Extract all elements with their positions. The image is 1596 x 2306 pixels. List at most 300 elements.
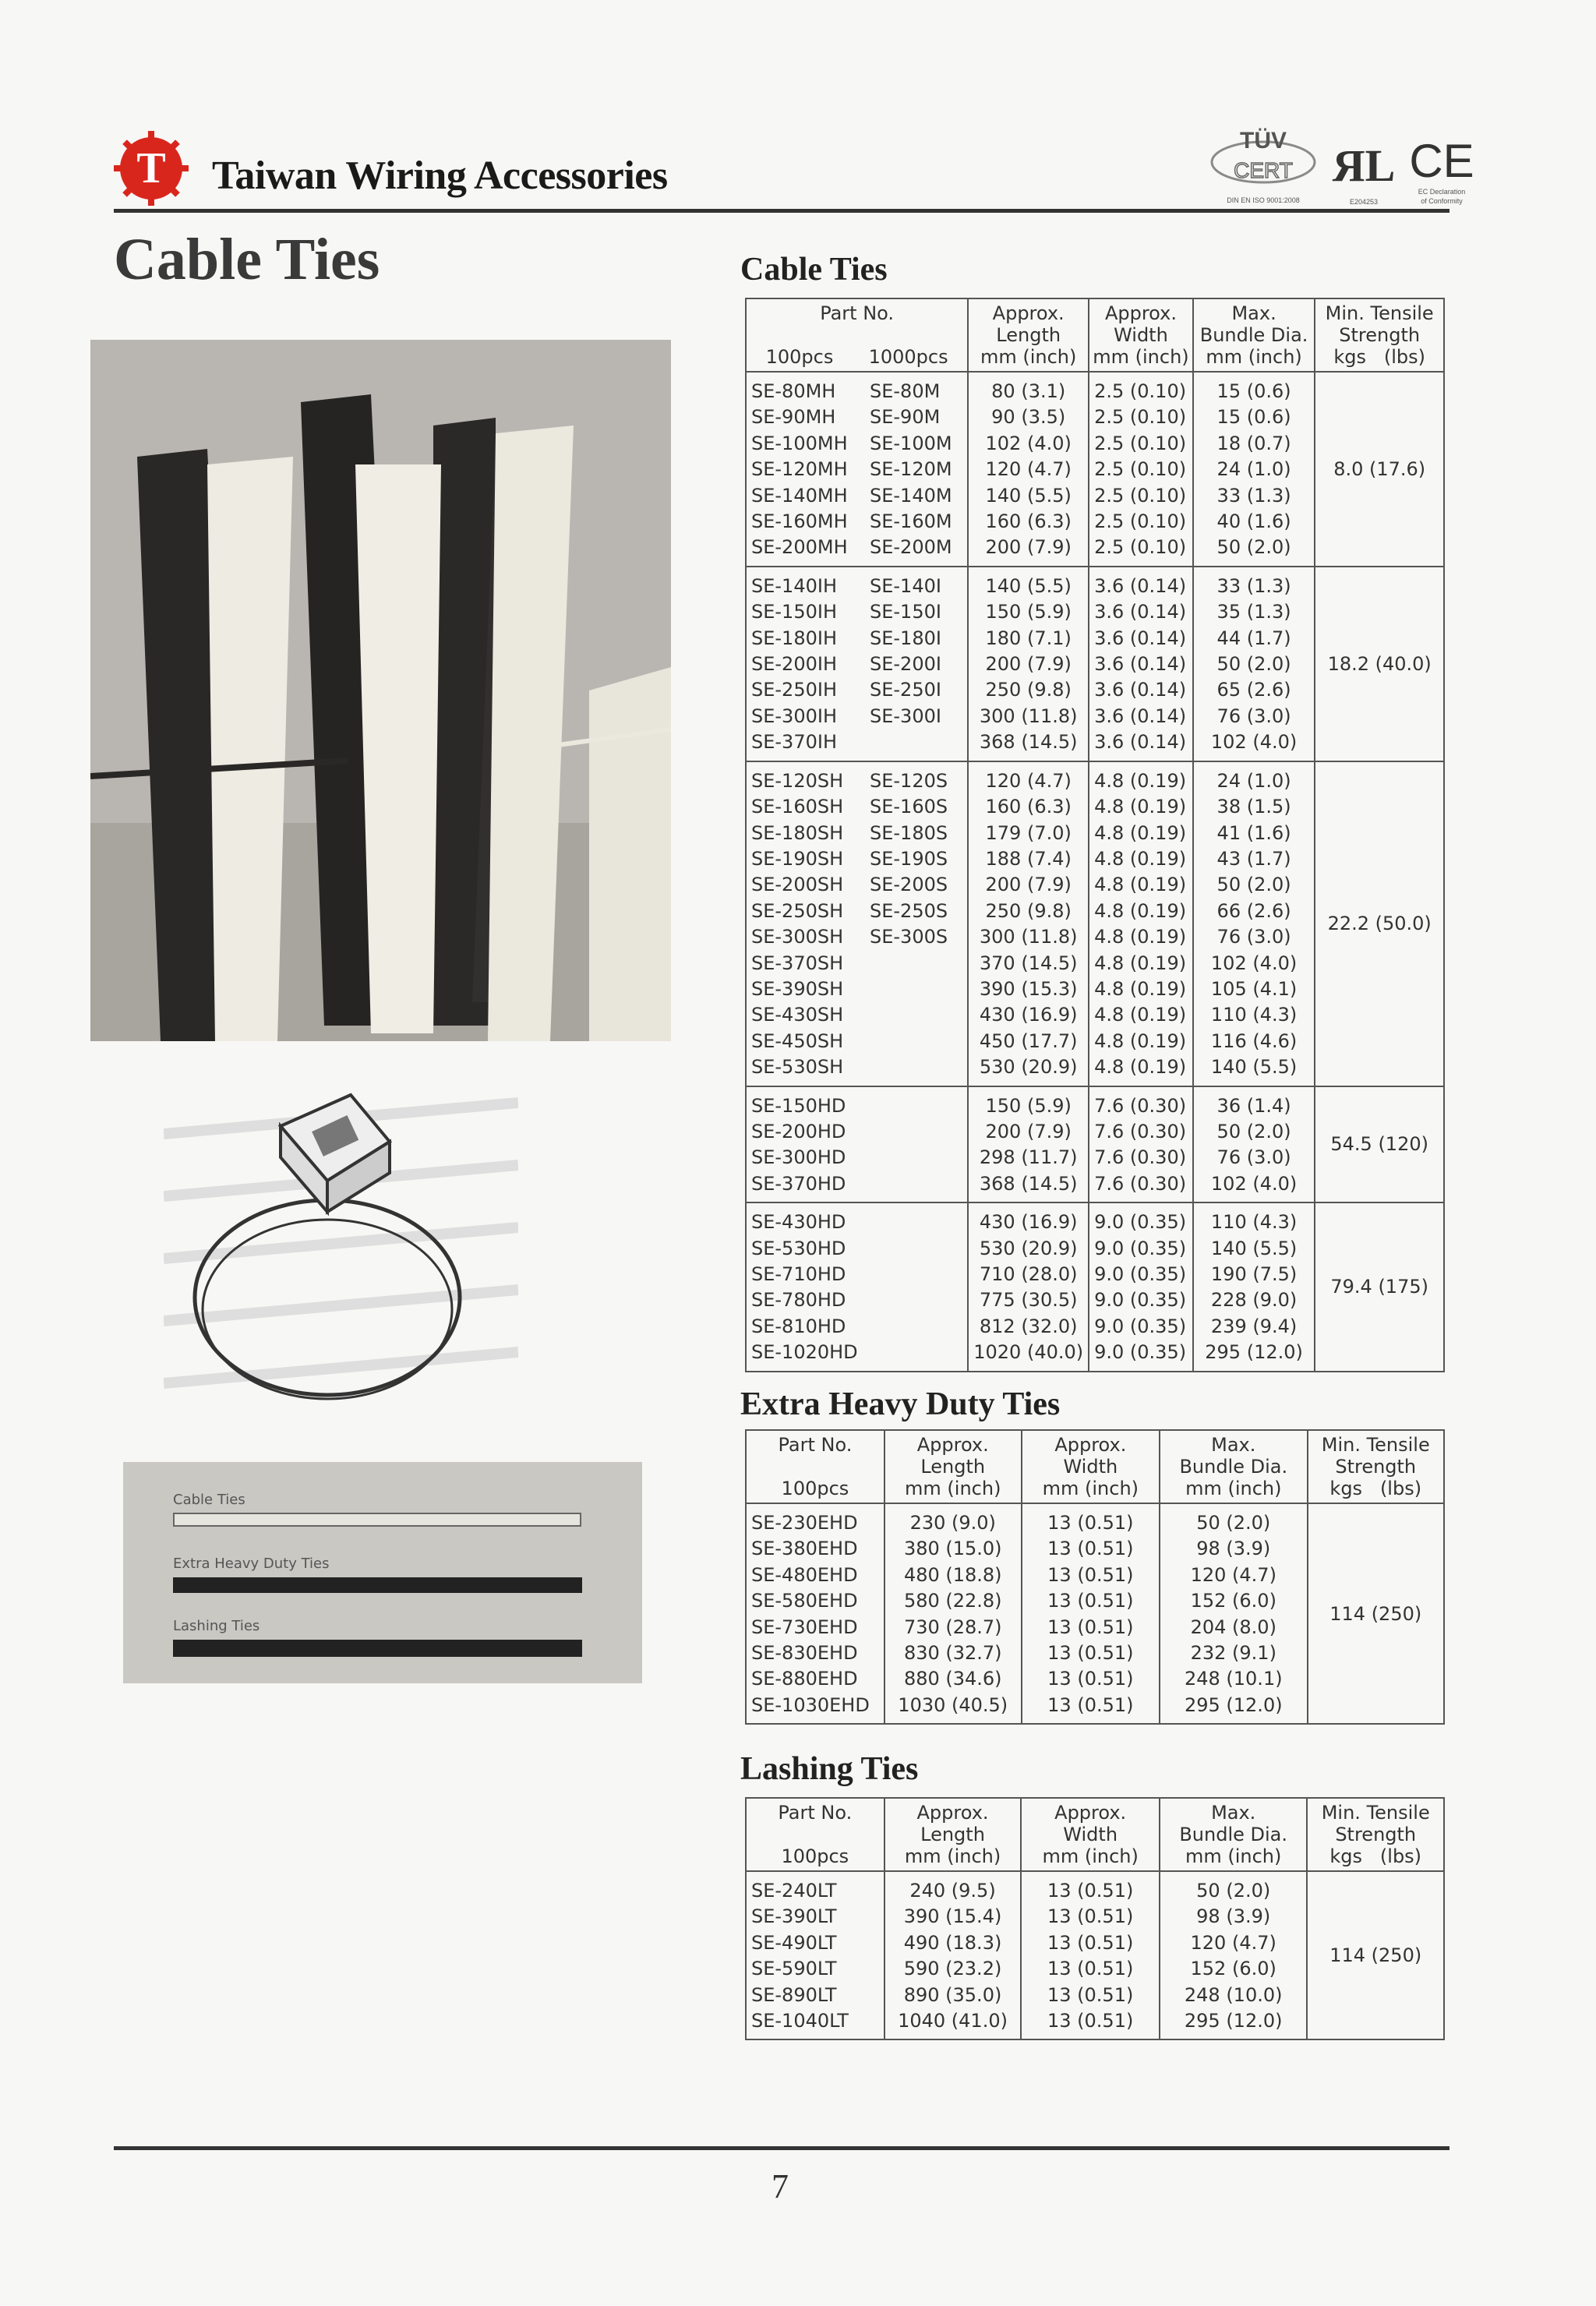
- length-cell-value: 80 (3.1): [991, 380, 1066, 402]
- col-width-l2: Width: [1114, 324, 1168, 346]
- extra-heavy-tie-shape: [173, 1577, 582, 1593]
- width-cell-value: 13 (0.51): [1047, 1693, 1134, 1716]
- lt-col-part-no-label: Part No.: [778, 1802, 853, 1824]
- tensile-cell: [1308, 1503, 1445, 1724]
- part-number-cell-value: SE-890LT: [751, 1983, 837, 2006]
- width-cell: [1089, 372, 1193, 567]
- bundle-cell-value: 50 (2.0): [1216, 874, 1291, 896]
- bundle-cell-value: 248 (10.1): [1184, 1668, 1283, 1690]
- bundle-cell-value: 102 (4.0): [1210, 731, 1298, 754]
- part-100pcs-column: [751, 1210, 860, 1365]
- part-number-cell-value: SE-390LT: [751, 1905, 837, 1928]
- ehd-col-length: [885, 1430, 1022, 1503]
- tensile-cell-value: 8.0 (17.6): [1333, 457, 1426, 480]
- tuv-caption: DIN EN ISO 9001:2008: [1227, 196, 1300, 204]
- width-cell-value: 4.8 (0.19): [1094, 847, 1187, 870]
- lt-col-width-l1: Approx.: [1054, 1802, 1127, 1824]
- tensile-cell-value: 114 (250): [1329, 1944, 1422, 1967]
- width-cell-value: 3.6 (0.14): [1094, 601, 1187, 623]
- ehd-col-length-l3: mm (inch): [905, 1478, 1001, 1499]
- tensile-cell-value: 79.4 (175): [1330, 1276, 1428, 1298]
- part-numbers-columns: [751, 379, 962, 561]
- ehd-col-tensile: [1308, 1430, 1445, 1503]
- part-number-100pcs: SE-190SH: [751, 847, 844, 870]
- part-number-100pcs: SE-200HD: [751, 1120, 846, 1142]
- width-cell-value: 9.0 (0.35): [1094, 1263, 1187, 1285]
- part-number-100pcs: SE-140IH: [751, 574, 837, 597]
- ehd-col-tensile-l3: kgs (lbs): [1329, 1478, 1422, 1499]
- tensile-cell: [1315, 372, 1444, 567]
- lt-col-tensile-l3: kgs (lbs): [1329, 1845, 1422, 1867]
- ehd-col-tensile-l1: Min. Tensile: [1321, 1434, 1430, 1456]
- length-cell-value: 180 (7.1): [985, 627, 1072, 649]
- lt-col-tensile-l2: Strength: [1335, 1824, 1417, 1845]
- ul-caption: E204253: [1349, 198, 1379, 206]
- width-cell-value: 3.6 (0.14): [1094, 705, 1187, 727]
- part-numbers-columns: [751, 768, 962, 1081]
- part-number-1000pcs: SE-250I: [870, 679, 941, 701]
- col-bundle-l3: mm (inch): [1206, 346, 1302, 368]
- length-cell-value: 160 (6.3): [985, 510, 1072, 533]
- part-number-100pcs: SE-370SH: [751, 952, 844, 974]
- part-100pcs-column: [751, 1093, 860, 1198]
- lt-col-length: [885, 1798, 1022, 1871]
- bundle-cell-value: 50 (2.0): [1216, 1120, 1291, 1142]
- ehd-col-width: [1022, 1430, 1160, 1503]
- part-numbers-columns: [751, 1210, 962, 1365]
- col-width-l3: mm (inch): [1093, 346, 1189, 368]
- part-number-100pcs: SE-150IH: [751, 601, 837, 623]
- part-number-cell-value: SE-1030EHD: [751, 1693, 870, 1716]
- length-cell: [885, 1503, 1022, 1724]
- length-cell-value: 490 (18.3): [903, 1931, 1002, 1954]
- width-cell-value: 4.8 (0.19): [1094, 926, 1187, 948]
- tensile-cell-value: 18.2 (40.0): [1327, 652, 1432, 675]
- length-cell-value: 480 (18.8): [903, 1563, 1002, 1586]
- length-cell: [968, 761, 1089, 1086]
- width-cell-value: 13 (0.51): [1047, 2010, 1134, 2032]
- col-100pcs: 100pcs: [765, 346, 834, 368]
- width-cell-value: 4.8 (0.19): [1094, 899, 1187, 922]
- table-row: [746, 761, 1444, 1086]
- part-number-cell-value: SE-480EHD: [751, 1563, 858, 1586]
- part-1000pcs-column: [870, 574, 941, 756]
- part-number-100pcs: SE-780HD: [751, 1289, 846, 1312]
- col-width-l1: Approx.: [1104, 302, 1177, 324]
- width-cell-value: 9.0 (0.35): [1094, 1211, 1187, 1234]
- width-cell-value: 13 (0.51): [1047, 1538, 1134, 1560]
- footer-divider: [114, 2146, 1449, 2150]
- table-row: [746, 1086, 1444, 1203]
- length-cell-value: 812 (32.0): [979, 1315, 1078, 1337]
- length-cell-value: 890 (35.0): [903, 1983, 1002, 2006]
- length-cell-value: 250 (9.8): [985, 899, 1072, 922]
- col-bundle-l1: Max.: [1231, 302, 1276, 324]
- ehd-col-bundle-l1: Max.: [1211, 1434, 1256, 1456]
- part-numbers-cell: [746, 567, 968, 761]
- part-number-1000pcs: SE-160M: [870, 510, 952, 533]
- width-cell-value: 13 (0.51): [1047, 1931, 1134, 1954]
- part-number-100pcs: SE-300IH: [751, 705, 837, 727]
- bundle-cell-value: 24 (1.0): [1216, 458, 1291, 481]
- page-title: Cable Ties: [114, 227, 380, 292]
- length-cell-value: 1020 (40.0): [973, 1341, 1084, 1364]
- extra-heavy-duty-table: [745, 1429, 1445, 1725]
- bundle-cell-value: 41 (1.6): [1216, 821, 1291, 844]
- ehd-col-length-l2: Length: [920, 1456, 986, 1478]
- length-cell-value: 530 (20.9): [979, 1056, 1078, 1079]
- table-row: [746, 1871, 1444, 2039]
- bundle-cell-value: 50 (2.0): [1196, 1880, 1271, 1902]
- part-number-100pcs: SE-430SH: [751, 1004, 844, 1026]
- ehd-col-width-l3: mm (inch): [1042, 1478, 1139, 1499]
- col-length: [968, 298, 1089, 372]
- bundle-cell-value: 76 (3.0): [1216, 926, 1291, 948]
- width-cell: [1089, 1086, 1193, 1203]
- part-number-100pcs: SE-810HD: [751, 1315, 846, 1337]
- bundle-cell-value: 152 (6.0): [1190, 1958, 1276, 1980]
- ce-logo-icon: [1399, 129, 1485, 210]
- tensile-cell: [1315, 1086, 1444, 1203]
- bundle-cell-value: 35 (1.3): [1216, 601, 1291, 623]
- tensile-cell-value: 54.5 (120): [1330, 1133, 1428, 1156]
- width-cell-value: 13 (0.51): [1047, 1616, 1134, 1638]
- length-cell-value: 200 (7.9): [985, 1120, 1072, 1142]
- length-cell-value: 300 (11.8): [979, 926, 1078, 948]
- bundle-cell: [1193, 1086, 1315, 1203]
- bundle-cell-value: 110 (4.3): [1210, 1004, 1298, 1026]
- bundle-cell-value: 295 (12.0): [1205, 1341, 1303, 1364]
- length-cell-value: 450 (17.7): [979, 1029, 1078, 1052]
- length-cell-value: 880 (34.6): [903, 1668, 1002, 1690]
- length-cell-value: 390 (15.4): [903, 1905, 1002, 1928]
- part-number-1000pcs: SE-150I: [870, 601, 941, 623]
- tensile-cell: [1315, 567, 1444, 761]
- lt-col-length-l3: mm (inch): [904, 1845, 1001, 1867]
- lt-col-tensile: [1307, 1798, 1444, 1871]
- type-label-extra-heavy-duty: Extra Heavy Duty Ties: [173, 1556, 330, 1572]
- part-number-100pcs: SE-140MH: [751, 484, 848, 507]
- width-cell-value: 9.0 (0.35): [1094, 1237, 1187, 1259]
- lt-col-width: [1021, 1798, 1160, 1871]
- bundle-cell-value: 120 (4.7): [1190, 1931, 1276, 1954]
- part-number-100pcs: SE-1020HD: [751, 1341, 858, 1364]
- ce-caption-2: of Conformity: [1421, 197, 1463, 205]
- part-numbers-cell: [746, 1086, 968, 1203]
- bundle-cell-value: 40 (1.6): [1216, 510, 1291, 533]
- col-1000pcs: 1000pcs: [868, 346, 948, 368]
- length-cell-value: 200 (7.9): [985, 536, 1072, 559]
- part-number-100pcs: SE-530SH: [751, 1056, 844, 1079]
- width-cell-value: 4.8 (0.19): [1094, 874, 1187, 896]
- bundle-cell-value: 33 (1.3): [1216, 574, 1291, 597]
- length-cell-value: 1040 (41.0): [898, 2010, 1008, 2032]
- tensile-cell: [1307, 1871, 1444, 2039]
- bundle-cell-value: 190 (7.5): [1210, 1263, 1298, 1285]
- part-number-100pcs: SE-100MH: [751, 432, 848, 454]
- part-number-100pcs: SE-450SH: [751, 1029, 844, 1052]
- length-cell-value: 370 (14.5): [979, 952, 1078, 974]
- width-cell: [1021, 1871, 1160, 2039]
- part-numbers-cell: [746, 1202, 968, 1371]
- width-cell-value: 9.0 (0.35): [1094, 1315, 1187, 1337]
- length-cell-value: 300 (11.8): [979, 705, 1078, 727]
- part-number-100pcs: SE-370HD: [751, 1172, 846, 1195]
- ce-text: CE: [1409, 135, 1474, 187]
- width-cell: [1089, 1202, 1193, 1371]
- part-numbers-cell: [746, 372, 968, 567]
- type-label-lashing-ties: Lashing Ties: [173, 1618, 260, 1634]
- bundle-cell-value: 76 (3.0): [1216, 705, 1291, 727]
- company-logo-icon: [114, 131, 189, 206]
- cable-tie-shape: [173, 1513, 581, 1527]
- width-cell-value: 2.5 (0.10): [1094, 406, 1187, 429]
- length-cell: [968, 1202, 1089, 1371]
- bundle-cell-value: 152 (6.0): [1190, 1590, 1276, 1612]
- bundle-cell-value: 140 (5.5): [1210, 1237, 1298, 1259]
- bundle-cell-value: 24 (1.0): [1216, 769, 1291, 792]
- lt-col-width-l2: Width: [1063, 1824, 1118, 1845]
- ehd-col-width-l2: Width: [1063, 1456, 1118, 1478]
- width-cell: [1022, 1503, 1160, 1724]
- length-cell-value: 160 (6.3): [985, 796, 1072, 818]
- part-number-1000pcs: SE-250S: [870, 899, 948, 922]
- lt-col-length-l1: Approx.: [916, 1802, 989, 1824]
- part-number-100pcs: SE-200SH: [751, 874, 844, 896]
- ehd-col-width-l1: Approx.: [1054, 1434, 1127, 1456]
- part-number-100pcs: SE-710HD: [751, 1263, 846, 1285]
- part-number-cell: [746, 1871, 885, 2039]
- bundle-cell-value: 36 (1.4): [1216, 1094, 1291, 1117]
- length-cell: [968, 567, 1089, 761]
- length-cell-value: 430 (16.9): [979, 1004, 1078, 1026]
- part-number-100pcs: SE-180SH: [751, 821, 844, 844]
- width-cell-value: 4.8 (0.19): [1094, 1004, 1187, 1026]
- width-cell-value: 4.8 (0.19): [1094, 769, 1187, 792]
- col-tensile-l2: Strength: [1339, 324, 1421, 346]
- ehd-col-bundle: [1160, 1430, 1307, 1503]
- part-numbers-columns: [751, 574, 962, 756]
- part-number-1000pcs: SE-300S: [870, 926, 948, 948]
- col-tensile: [1315, 298, 1444, 372]
- length-cell-value: 102 (4.0): [985, 432, 1072, 454]
- part-number-cell-value: SE-590LT: [751, 1958, 837, 1980]
- bundle-cell-value: 239 (9.4): [1210, 1315, 1298, 1337]
- width-cell-value: 4.8 (0.19): [1094, 952, 1187, 974]
- part-number-1000pcs: SE-200M: [870, 536, 952, 559]
- length-cell-value: 140 (5.5): [985, 574, 1072, 597]
- header-divider: [114, 209, 1449, 213]
- part-100pcs-column: [751, 574, 860, 756]
- part-1000pcs-column: [870, 768, 948, 1081]
- part-number-cell-value: SE-830EHD: [751, 1642, 858, 1665]
- col-tensile-l3: kgs (lbs): [1333, 346, 1426, 368]
- ehd-col-bundle-l2: Bundle Dia.: [1179, 1456, 1288, 1478]
- width-cell-value: 2.5 (0.10): [1094, 380, 1187, 402]
- width-cell-value: 13 (0.51): [1047, 1958, 1134, 1980]
- length-cell-value: 380 (15.0): [903, 1538, 1002, 1560]
- bundle-cell-value: 116 (4.6): [1210, 1029, 1298, 1052]
- cable-ties-photo: [90, 340, 671, 1041]
- length-cell: [968, 372, 1089, 567]
- col-length-l3: mm (inch): [980, 346, 1077, 368]
- lt-col-part-no: [746, 1798, 885, 1871]
- part-numbers-cell: [746, 761, 968, 1086]
- part-number-100pcs: SE-300SH: [751, 926, 844, 948]
- length-cell-value: 150 (5.9): [985, 601, 1072, 623]
- length-cell-value: 140 (5.5): [985, 484, 1072, 507]
- tuv-cert-logo-icon: [1205, 125, 1322, 210]
- tensile-cell-value: 22.2 (50.0): [1327, 913, 1432, 935]
- part-number-100pcs: SE-390SH: [751, 977, 844, 1000]
- bundle-cell: [1193, 1202, 1315, 1371]
- cert-text: CERT: [1234, 158, 1293, 182]
- part-number-100pcs: SE-150HD: [751, 1094, 846, 1117]
- length-cell-value: 230 (9.0): [909, 1512, 996, 1534]
- bundle-cell-value: 98 (3.9): [1196, 1905, 1271, 1928]
- part-number-100pcs: SE-120SH: [751, 769, 844, 792]
- lashing-ties-table: [745, 1797, 1445, 2040]
- table-row: [746, 1503, 1444, 1724]
- bundle-cell-value: 76 (3.0): [1216, 1146, 1291, 1169]
- bundle-cell-value: 102 (4.0): [1210, 1172, 1298, 1195]
- bundle-cell-value: 295 (12.0): [1184, 2010, 1283, 2032]
- part-number-1000pcs: SE-180S: [870, 821, 948, 844]
- width-cell-value: 9.0 (0.35): [1094, 1341, 1187, 1364]
- bundle-cell-value: 105 (4.1): [1210, 977, 1298, 1000]
- ehd-col-100pcs: 100pcs: [781, 1478, 849, 1499]
- part-number-100pcs: SE-250SH: [751, 899, 844, 922]
- part-number-100pcs: SE-200MH: [751, 536, 848, 559]
- bundle-cell-value: 50 (2.0): [1216, 653, 1291, 676]
- width-cell-value: 13 (0.51): [1047, 1668, 1134, 1690]
- part-number-cell-value: SE-240LT: [751, 1880, 837, 1902]
- bundle-cell-value: 15 (0.6): [1216, 406, 1291, 429]
- col-bundle: [1193, 298, 1315, 372]
- length-cell-value: 240 (9.5): [909, 1880, 996, 1902]
- part-number-100pcs: SE-120MH: [751, 458, 848, 481]
- ul-text: ЯL: [1332, 140, 1396, 191]
- length-cell-value: 580 (22.8): [903, 1590, 1002, 1612]
- part-number-1000pcs: SE-200S: [870, 874, 948, 896]
- lt-col-bundle-l2: Bundle Dia.: [1179, 1824, 1288, 1845]
- bundle-cell: [1160, 1871, 1308, 2039]
- tensile-cell: [1315, 761, 1444, 1086]
- width-cell-value: 13 (0.51): [1047, 1512, 1134, 1534]
- ul-logo-icon: [1321, 132, 1407, 210]
- bundle-cell-value: 50 (2.0): [1216, 536, 1291, 559]
- part-number-100pcs: SE-90MH: [751, 406, 836, 429]
- part-number-cell: [746, 1503, 885, 1724]
- cable-tie-drawing: [164, 1072, 518, 1430]
- length-cell: [968, 1086, 1089, 1203]
- part-number-100pcs: SE-200IH: [751, 653, 837, 676]
- length-cell-value: 179 (7.0): [985, 821, 1072, 844]
- company-name: Taiwan Wiring Accessories: [212, 154, 668, 198]
- width-cell-value: 7.6 (0.30): [1094, 1120, 1187, 1142]
- cable-ties-table: [745, 298, 1445, 1372]
- length-cell-value: 298 (11.7): [979, 1146, 1078, 1169]
- page-number: 7: [772, 2167, 789, 2205]
- width-cell-value: 3.6 (0.14): [1094, 731, 1187, 754]
- ehd-col-part-no: [746, 1430, 885, 1503]
- bundle-cell-value: 102 (4.0): [1210, 952, 1298, 974]
- width-cell-value: 2.5 (0.10): [1094, 510, 1187, 533]
- ehd-col-part-no-label: Part No.: [778, 1434, 853, 1456]
- length-cell-value: 730 (28.7): [903, 1616, 1002, 1638]
- tie-types-illustration: [123, 1462, 642, 1683]
- bundle-cell-value: 50 (2.0): [1196, 1512, 1271, 1534]
- col-length-l2: Length: [996, 324, 1061, 346]
- width-cell-value: 13 (0.51): [1047, 1983, 1134, 2006]
- part-number-100pcs: SE-250IH: [751, 679, 837, 701]
- tensile-cell-value: 114 (250): [1329, 1602, 1422, 1625]
- bundle-cell-value: 15 (0.6): [1216, 380, 1291, 402]
- width-cell-value: 13 (0.51): [1047, 1563, 1134, 1586]
- part-number-cell-value: SE-580EHD: [751, 1590, 858, 1612]
- bundle-cell: [1193, 372, 1315, 567]
- part-number-1000pcs: SE-100M: [870, 432, 952, 454]
- part-number-1000pcs: SE-190S: [870, 847, 948, 870]
- length-cell-value: 368 (14.5): [979, 1172, 1078, 1195]
- part-number-1000pcs: SE-140I: [870, 574, 941, 597]
- bundle-cell: [1160, 1503, 1307, 1724]
- length-cell-value: 1030 (40.5): [898, 1693, 1008, 1716]
- width-cell-value: 9.0 (0.35): [1094, 1289, 1187, 1312]
- ehd-col-length-l1: Approx.: [916, 1434, 989, 1456]
- width-cell-value: 13 (0.51): [1047, 1880, 1134, 1902]
- width-cell-value: 7.6 (0.30): [1094, 1172, 1187, 1195]
- length-cell-value: 120 (4.7): [985, 458, 1072, 481]
- table-row: [746, 567, 1444, 761]
- col-width: [1089, 298, 1193, 372]
- bundle-cell-value: 295 (12.0): [1184, 1693, 1283, 1716]
- length-cell-value: 710 (28.0): [979, 1263, 1078, 1285]
- part-number-1000pcs: SE-80M: [870, 380, 941, 402]
- ce-caption-1: EC Declaration: [1418, 188, 1466, 196]
- width-cell-value: 3.6 (0.14): [1094, 679, 1187, 701]
- part-number-1000pcs: SE-180I: [870, 627, 941, 649]
- part-number-100pcs: SE-160MH: [751, 510, 848, 533]
- length-cell-value: 200 (7.9): [985, 874, 1072, 896]
- width-cell-value: 2.5 (0.10): [1094, 536, 1187, 559]
- length-cell-value: 830 (32.7): [903, 1642, 1002, 1665]
- length-cell: [885, 1871, 1022, 2039]
- bundle-cell-value: 232 (9.1): [1190, 1642, 1276, 1665]
- tuv-text: TÜV: [1240, 128, 1287, 154]
- part-number-1000pcs: SE-300I: [870, 705, 941, 727]
- width-cell: [1089, 567, 1193, 761]
- ehd-col-tensile-l2: Strength: [1335, 1456, 1417, 1478]
- width-cell-value: 13 (0.51): [1047, 1905, 1134, 1928]
- part-number-1000pcs: SE-200I: [870, 653, 941, 676]
- bundle-cell-value: 43 (1.7): [1216, 847, 1291, 870]
- length-cell-value: 530 (20.9): [979, 1237, 1078, 1259]
- bundle-cell-value: 65 (2.6): [1216, 679, 1291, 701]
- part-number-100pcs: SE-530HD: [751, 1237, 846, 1259]
- lt-col-bundle: [1160, 1798, 1308, 1871]
- part-number-cell-value: SE-730EHD: [751, 1616, 858, 1638]
- bundle-cell-value: 248 (10.0): [1184, 1983, 1283, 2006]
- part-100pcs-column: [751, 379, 860, 561]
- col-part-no: [746, 298, 968, 372]
- part-number-1000pcs: SE-140M: [870, 484, 952, 507]
- bundle-cell-value: 66 (2.6): [1216, 899, 1291, 922]
- bundle-cell-value: 44 (1.7): [1216, 627, 1291, 649]
- width-cell-value: 4.8 (0.19): [1094, 821, 1187, 844]
- bundle-cell-value: 33 (1.3): [1216, 484, 1291, 507]
- ehd-col-bundle-l3: mm (inch): [1185, 1478, 1282, 1499]
